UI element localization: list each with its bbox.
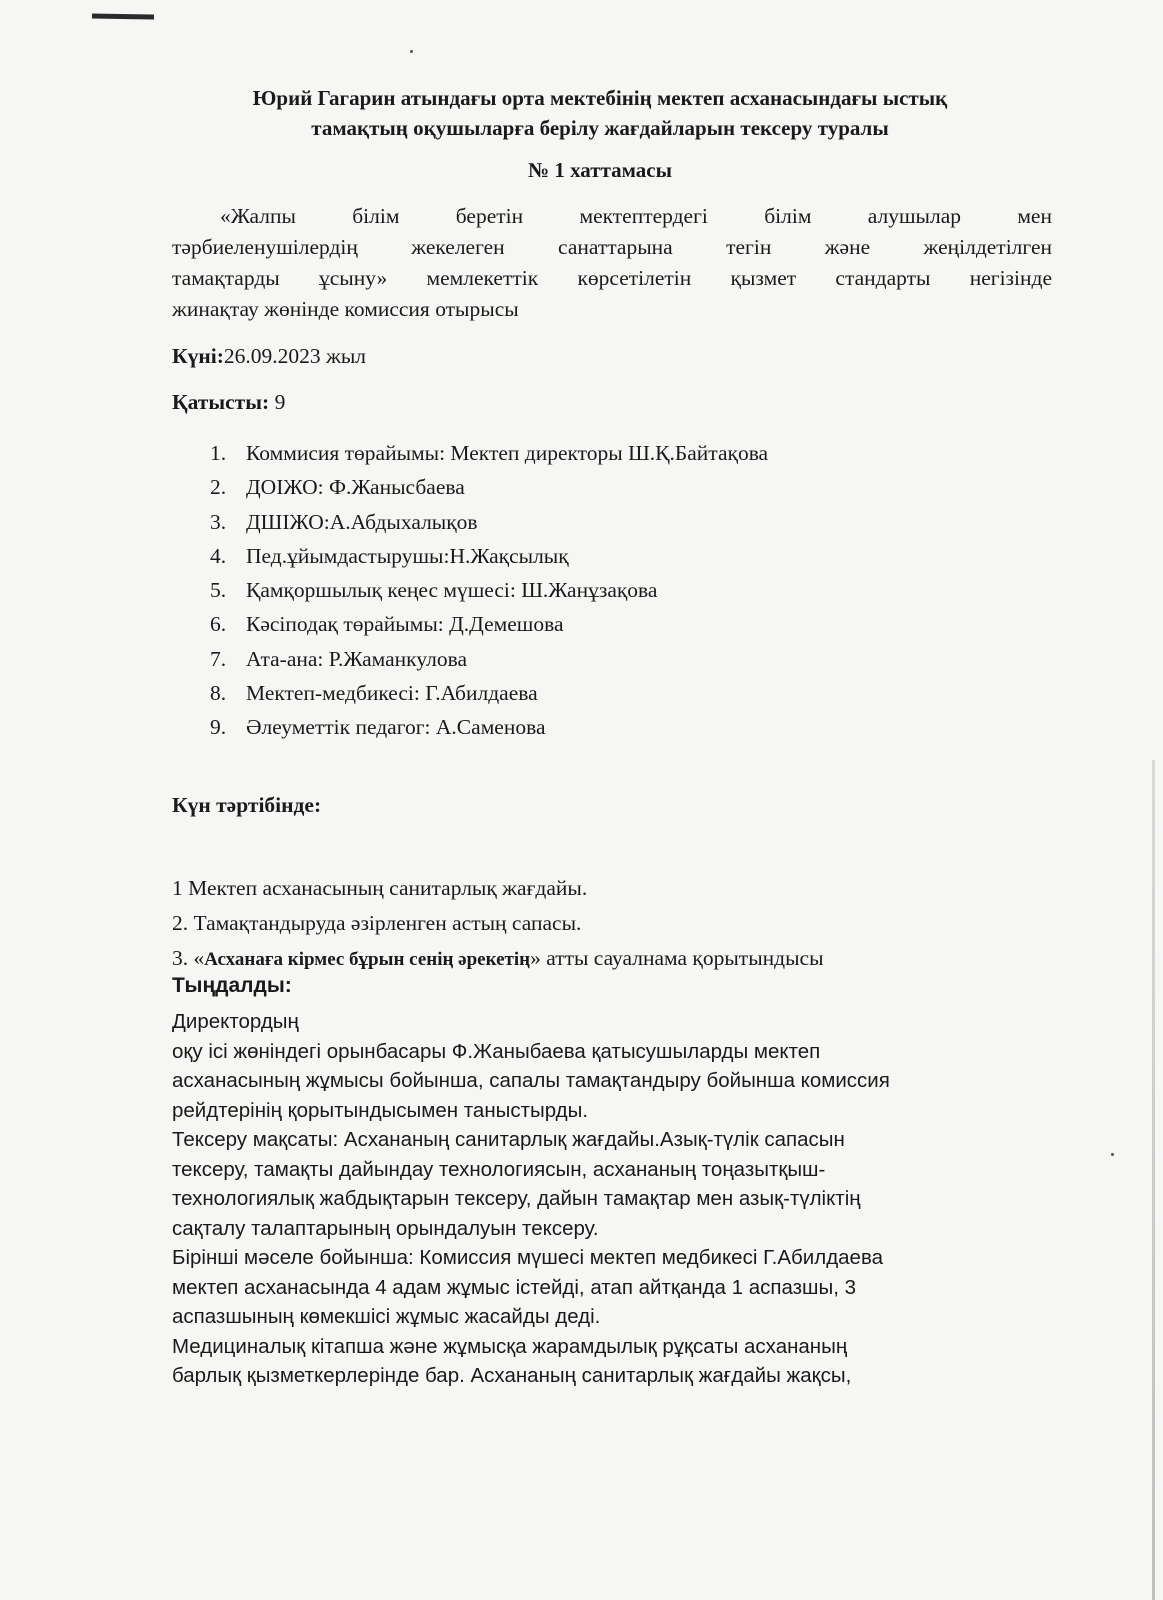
list-item: 7. Ата-ана: Р.Жаманкулова — [210, 646, 468, 671]
intro-line: «Жалпы білім беретін мектептердегі білім алушылар мен — [220, 204, 1052, 228]
intro-paragraph — [172, 201, 1052, 325]
meeting-date — [172, 341, 1052, 372]
list-item: 5. Қамқоршылық кеңес мүшесі: Ш.Жанұзақова — [210, 578, 658, 603]
body-line: Бірінші мәселе бойынша: Комиссия мүшесі мектеп медбикесі Г.Абилдаева — [172, 1246, 884, 1269]
protocol-number: № 1 хаттамасы — [527, 158, 673, 182]
agenda-item: 3. «Асханаға кірмес бұрын сенің әрекетің» атты сауалнама қорытындысы — [172, 946, 824, 970]
scan-speck — [1111, 1153, 1114, 1156]
body-line: Медициналық кітапша және жұмысқа жарамдылық рұқсаты асхананың — [172, 1334, 848, 1358]
agenda-item: 1 Мектеп асханасының санитарлық жағдайы. — [172, 876, 588, 900]
body-line: Тексеру мақсаты: Асхананың санитарлық жағдайы.Азық-түлік сапасын — [172, 1128, 845, 1151]
list-item: 4. Пед.ұйымдастырушы:Н.Жақсылық — [210, 543, 569, 568]
body-line: тексеру, тамақты дайындау технологиясын, асхананың тоңазытқыш- — [172, 1157, 826, 1181]
attendance-label: Қатысты: — [172, 390, 270, 414]
document-title-line2: тамақтың оқушыларға берілу жағдайларын тексеру туралы — [311, 116, 889, 140]
list-item: 3. ДШІЖО:А.Абдыхалықов — [210, 509, 478, 534]
body-line: сақталу талаптарының орындалуын тексеру. — [172, 1216, 599, 1240]
body-line: мектеп асханасында 4 адам жұмыс істейді, атап айтқанда 1 аспазшы, 3 — [172, 1275, 857, 1299]
document-title-line1: Юрий Гагарин атындағы орта мектебінің мектеп асханасындағы ыстық — [252, 86, 948, 110]
intro-line: жинақтау жөнінде комиссия отырысы — [172, 297, 519, 321]
list-item: 8. Мектеп-медбикесі: Г.Абилдаева — [210, 681, 538, 706]
intro-line: тәрбиеленушілердің жекелеген санаттарына тегін және жеңілдетілген — [172, 235, 1052, 259]
list-item: 2. ДОІЖО: Ф.Жанысбаева — [210, 475, 465, 500]
body-line: барлық қызметкерлерінде бар. Асхананың санитарлық жағдайы жақсы, — [172, 1364, 852, 1387]
body-line: аспазшының көмекшісі жұмыс жасайды деді. — [172, 1305, 601, 1328]
list-item: 9. Әлеуметтік педагог: А.Саменова — [210, 715, 546, 740]
scan-edge — [1152, 760, 1155, 1600]
attendance — [172, 387, 1052, 418]
body-line: технологиялық жабдықтарын тексеру, дайын тамақтар мен азық-түліктің — [172, 1187, 861, 1210]
scan-speck — [410, 50, 413, 53]
date-value: 26.09.2023 жыл — [223, 344, 367, 368]
agenda-list — [172, 871, 1052, 977]
members-list — [210, 436, 768, 745]
heard-title: Тыңдалды: — [172, 974, 292, 997]
body-line: оқу ісі жөніндегі орынбасары Ф.Жаныбаева қатысушыларды мектеп — [172, 1039, 821, 1063]
body-line: Директордың — [172, 1010, 299, 1033]
attendance-count: 9 — [269, 390, 286, 414]
agenda-item: 2. Тамақтандыруда әзірленген астың сапасы. — [172, 911, 582, 935]
body-line: рейдтерінің қорытындысымен таныстырды. — [172, 1098, 589, 1122]
intro-line: тамақтарды ұсыну» мемлекеттік көрсетілетін қызмет стандарты негізінде — [172, 266, 1052, 290]
list-item: 6. Кәсіподақ төрайымы: Д.Демешова — [210, 612, 564, 637]
pen-mark — [92, 13, 154, 19]
list-item: 1. Коммисия төрайымы: Мектеп директоры Ш.Қ.Байтақова — [210, 441, 769, 465]
date-label: Күні: — [172, 344, 224, 368]
body-paragraph — [172, 1007, 1052, 1391]
body-line: асханасының жұмысы бойынша, сапалы тамақтандыру бойынша комиссия — [172, 1069, 890, 1092]
agenda-title: Күн тәртібінде: — [172, 793, 322, 817]
